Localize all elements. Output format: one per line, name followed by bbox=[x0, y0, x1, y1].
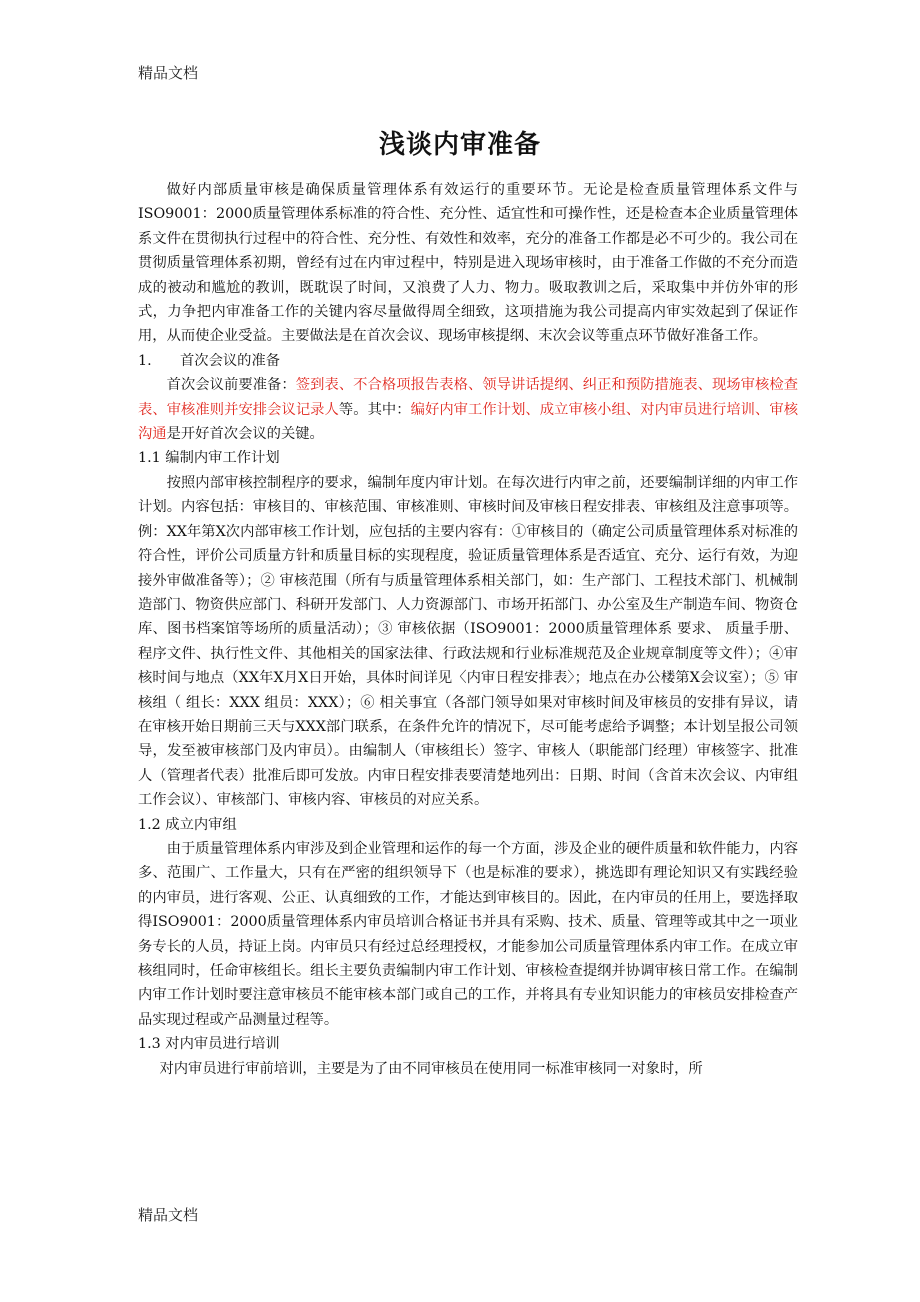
document-title: 浅谈内审准备 bbox=[378, 130, 541, 160]
section-1-paragraph bbox=[138, 373, 798, 446]
page-header: 精品文档 bbox=[138, 64, 199, 82]
section-1-highlight-keys: 编好内审工作计划、成立审核小组、对内审员进行培训、审核沟通 bbox=[138, 401, 799, 443]
section-1-heading bbox=[138, 349, 798, 373]
section-1-1-heading: 1.1 编制内审工作计划 bbox=[138, 450, 280, 467]
section-1-1-paragraph: 按照内部审核控制程序的要求，编制年度内审计划。在每次进行内审之前，还要编制详细的内审工作计划。内容包括：审核目的、审核范围、审核准则、审核时间及审核日程安排表、审核组及注意事项等。例：XX年第X次内部审核工作计划，应包括的主要内容有：①审核目的（确定公司质量管理体系对标准的符合性，评价公司质量方针和质量目标的实现程度，验证质量管理体系是否适宜、充分、运行有效，为迎接外审做准备等）；② 审核范围（所有与质量管理体系相关部门，如：生产部门、工程技术部门、机械制造部门、物资供应部门、科研开发部门、人力资源部门、市场开拓部门、办公室及生产制造车间、物资仓库、图书档案馆等场所的质量活动）；③ 审核依据（ISO9001：2000质量管理体系 要求、 质量手册、程序文件、执行性文件、其他相关的国家法律、行政法规和行业标准规范及企业规章制度等文件）；④审核时间与地点（XX年X月X日开始，具体时间详见〈内审日程安排表〉；地点在办公楼第X会议室）；⑤ 审核组（ 组长：XXX 组员：XXX）；⑥ 相关事宜（各部门领导如果对审核时间及审核员的安排有异议，请在审核开始日期前三天与XXX部门联系，在条件允许的情况下，尽可能考虑给予调整；本计划呈报公司领导，发至被审核部门及内审员）。由编制人（审核组长）签字、审核人（职能部门经理）审核签字、批准人（管理者代表）批准后即可发放。内审日程安排表要清楚地列出：日期、时间（含首末次会议、内审组工作会议）、审核部门、审核内容、审核员的对应关系。 bbox=[138, 474, 798, 809]
page-footer: 精品文档 bbox=[138, 1206, 199, 1224]
section-1-2-paragraph: 由于质量管理体系内审涉及到企业管理和运作的每一个方面，涉及企业的硬件质量和软件能力，内容多、范围广、工作量大，只有在严密的组织领导下（也是标准的要求），挑选即有理论知识又有实践经验的内审员，进行客观、公正、认真细致的工作，才能达到审核目的。因此，在内审员的任用上，要选择取得ISO9001：2000质量管理体系内审员培训合格证书并具有采购、技术、质量、管理等或其中之一项业务专长的人员，持证上岗。内审员只有经过总经理授权，才能参加公司质量管理体系内审工作。在成立审核组同时，任命审核组长。组长主要负责编制内审工作计划、审核检查提纲并协调审核日常工作。在编制内审工作计划时要注意审核员不能审核本部门或自己的工作，并将具有专业知识能力的审核员安排检查产品实现过程或产品测量过程等。 bbox=[138, 840, 798, 1028]
section-1-text-c: 是开好首次会议的关键。 bbox=[166, 426, 324, 443]
section-1-3-paragraph: 对内审员进行审前培训，主要是为了由不同审核员在使用同一标准审核同一对象时，所 bbox=[159, 1060, 703, 1077]
section-1-number: 1. bbox=[138, 352, 152, 369]
section-1-text-b: 等。其中： bbox=[338, 401, 411, 418]
intro-paragraph: 做好内部质量审核是确保质量管理体系有效运行的重要环节。无论是检查质量管理体系文件与ISO9001：2000质量管理体系标准的符合性、充分性、适宜性和可操作性，还是检查本企业质量管理体系文件在贯彻执行过程中的符合性、充分性、有效性和效率，充分的准备工作都是必不可少的。我公司在贯彻质量管理体系初期，曾经有过在内审过程中，特别是进入现场审核时，由于准备工作做的不充分而造成的被动和尴尬的教训，既耽误了时间，又浪费了人力、物力。吸取教训之后，采取集中并仿外审的形式，力争把内审准备工作的关键内容尽量做得周全细致，这项措施为我公司提高内审实效起到了保证作用，从而使企业受益。主要做法是在首次会议、现场审核提纲、末次会议等重点环节做好准备工作。 bbox=[138, 182, 798, 345]
section-1-title: 首次会议的准备 bbox=[180, 352, 281, 369]
section-1-highlight-materials: 签到表、不合格项报告表格、领导讲话提纲、纠正和预防措施表、现场审核检查表、审核准则并安排会议记录人 bbox=[138, 377, 799, 418]
section-1-3-heading: 1.3 对内审员进行培训 bbox=[138, 1036, 280, 1053]
section-1-2-heading: 1.2 成立内审组 bbox=[138, 816, 237, 833]
section-1-text-a: 首次会议前要准备： bbox=[166, 377, 296, 394]
document-body bbox=[138, 178, 798, 1081]
